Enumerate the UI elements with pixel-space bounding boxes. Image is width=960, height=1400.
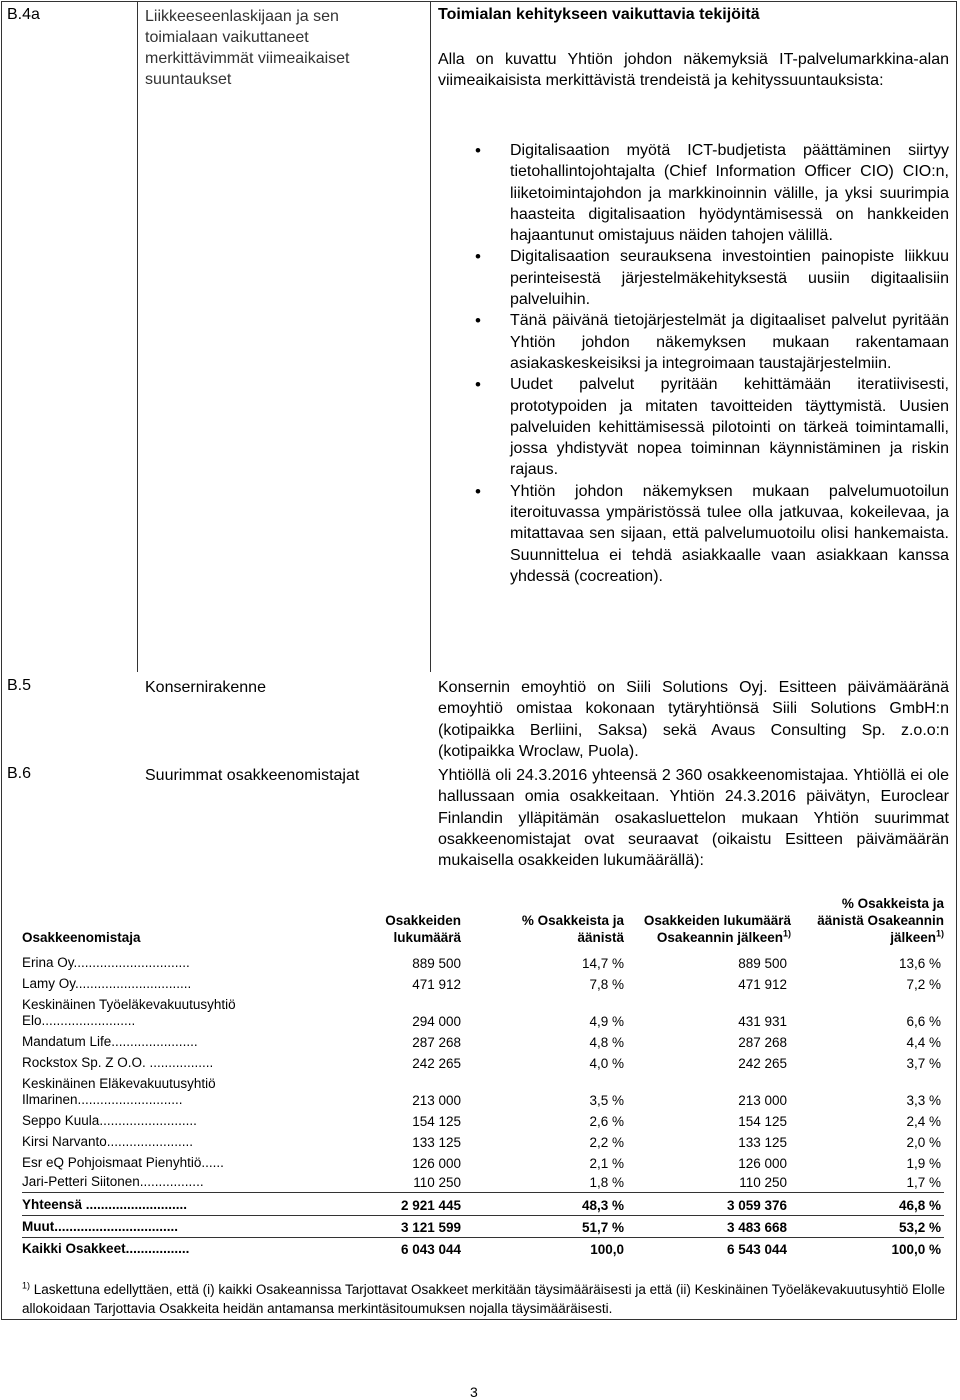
footnote	[22, 1280, 947, 1318]
table-header	[22, 894, 944, 952]
shares-after-value: 126 000	[738, 1156, 787, 1171]
table-row	[22, 1110, 944, 1131]
holder-name: Kaikki Osakkeet.................	[22, 1241, 190, 1256]
shares-after-value: 110 250	[739, 1175, 787, 1190]
pct-value: 51,7 %	[581, 1220, 624, 1235]
table-total-row	[22, 1237, 944, 1259]
shares-after-value: 471 912	[738, 977, 787, 992]
pct-after-value: 1,7 %	[906, 1175, 941, 1190]
pct-value: 2,6 %	[589, 1114, 624, 1129]
holder-name: Rockstox Sp. Z O.O. .................	[22, 1055, 214, 1070]
section-id-b5: B.5	[7, 677, 32, 694]
shares-after-value: 6 543 044	[726, 1242, 787, 1257]
holder-name: Erina Oy...............................	[22, 955, 190, 970]
col-header-pct-after-text: % Osakkeista ja äänistä Osakeannin jälkeen	[817, 896, 944, 945]
holder-name: Seppo Kuula..........................	[22, 1113, 197, 1128]
shares-value: 126 000	[412, 1156, 461, 1171]
shares-value: 294 000	[412, 1014, 461, 1029]
holder-name: Esr eQ Pohjoismaat Pienyhtiö......	[22, 1155, 224, 1170]
pct-after-value: 4,4 %	[906, 1035, 941, 1050]
shares-value: 154 125	[412, 1114, 461, 1129]
holder-name: Keskinäinen Eläkevakuutusyhtiö Ilmarinen............................	[22, 1076, 216, 1107]
pct-after-value: 3,3 %	[906, 1093, 941, 1108]
pct-after-value: 46,8 %	[898, 1198, 941, 1213]
table-row	[22, 1152, 944, 1173]
col-header-holder: Osakkeenomistaja	[22, 930, 141, 945]
col-header-shares-after-text: Osakkeiden lukumäärä Osakeannin jälkeen	[643, 913, 791, 945]
pct-after-value: 3,7 %	[906, 1056, 941, 1071]
col-header-shares-after	[641, 912, 791, 946]
footnote-text: Laskettuna edellyttäen, että (i) kaikki Osakeannissa Tarjottavat Osakkeet merkitään täysimääräisesti ja että (ii) Keskinäinen Työeläkevakuutusyhtiö Elolle allokoidaan Tarjottavia Osakkeita heidän antamansa merkintäsitoumuksen nojalla täysimääräisesti.	[22, 1282, 945, 1316]
holder-name: Lamy Oy...............................	[22, 976, 192, 991]
trend-bullet-list	[475, 140, 949, 587]
pct-after-value: 13,6 %	[898, 956, 941, 971]
table-row	[22, 1052, 944, 1073]
column-divider-1	[137, 1, 138, 672]
column-divider-2	[430, 1, 431, 672]
shares-after-value: 431 931	[738, 1014, 787, 1029]
table-row	[22, 973, 944, 994]
section-text-b6: Yhtiöllä oli 24.3.2016 yhteensä 2 360 osakkeenomistajaa. Yhtiöllä ei ole hallussaan omia osakkeitaan. Yhtiön 24.3.2016 päivätyn, Euroclear Finlandin ylläpitämän osakasluettelon mukaan Yhtiön suurimmat osakkeenomistajat ovat seuraavat (oikaistu Esitteen päivämäärän mukaisella osakkeiden lukumäärällä):	[438, 767, 949, 870]
section-id-b4a: B.4a	[7, 6, 40, 23]
trend-bullet-2: • Digitalisaation seurauksena investointien painopiste liikkuu perinteisestä järjestelmäkehityksestä uusiin digitaalisiin palveluihin.	[475, 246, 949, 310]
trend-bullet-5: • Yhtiön johdon näkemyksen mukaan palvelumuotoilun iteroituvassa ympäristössä tulee olla jatkuvaa, kokeilevaa, ja mitattavaa sen sijaan, että palvelumuotoilu olisi hankemaista. Suunnittelua ei tehdä asiakkaalle vaan asiakkaan kanssa yhdessä (cocreation).	[475, 481, 949, 587]
footnote-ref: 1)	[935, 928, 944, 939]
trend-bullet-3: • Tänä päivänä tietojärjestelmät ja digitaaliset palvelut pyritään Yhtiön johdon näkemyksen mukaan rakentamaan asiakaskeskeisiksi ja integroimaan taustajärjestelmiin.	[475, 310, 949, 374]
shares-value: 3 121 599	[400, 1220, 461, 1235]
shares-after-value: 133 125	[738, 1135, 787, 1150]
shares-value: 213 000	[412, 1093, 461, 1108]
shares-value: 471 912	[412, 977, 461, 992]
pct-after-value: 1,9 %	[906, 1156, 941, 1171]
pct-value: 100,0	[590, 1242, 624, 1257]
section-id-b6: B.6	[7, 765, 32, 782]
holder-name: Jari-Petteri Siitonen.................	[22, 1174, 204, 1189]
shares-value: 133 125	[412, 1135, 461, 1150]
holder-name: Yhteensä ...........................	[22, 1197, 188, 1212]
shares-value: 889 500	[412, 956, 461, 971]
section-title-b6: Suurimmat osakkeenomistajat	[145, 767, 360, 784]
holder-name: Keskinäinen Työeläkevakuutusyhtiö Elo.........................	[22, 997, 236, 1028]
trend-bullet-1: • Digitalisaation myötä ICT-budjetista päättäminen siirtyy tietohallintojohtajalta (Chief Information Officer CIO) CIO:n, liiketoimintajohdon ja markkinoinnin välille, ja yksi suurimpia haasteita digitalisaation hyödyntämisessä on hankkeiden hajaantunut omistajuus näiden tahojen välillä.	[475, 140, 949, 246]
col-header-pct: % Osakkeista ja äänistä	[521, 913, 624, 945]
table-total-row	[22, 1215, 944, 1237]
pct-value: 3,5 %	[589, 1093, 624, 1108]
section-title-b4a: Liikkeeseenlaskijaan ja sen toimialaan vaikuttaneet merkittävimmät viimeaikaiset suuntaukset	[145, 8, 350, 88]
pct-value: 1,8 %	[589, 1175, 624, 1190]
trend-bullet-4: • Uudet palvelut pyritään kehittämään iteratiivisesti, prototypoiden ja mitaten tavoitteiden täyttymistä. Uusien palveluiden kehittämisessä pilotointi on tärkeä toimintamalli, jossa yhdistyvät nopea toiminnan käynnistäminen ja riskin rajaus.	[475, 374, 949, 480]
pct-value: 4,0 %	[589, 1056, 624, 1071]
table-row	[22, 1073, 944, 1110]
pct-value: 2,1 %	[589, 1156, 624, 1171]
shares-after-value: 287 268	[738, 1035, 787, 1050]
pct-after-value: 2,4 %	[906, 1114, 941, 1129]
shares-after-value: 3 483 668	[726, 1220, 787, 1235]
pct-value: 48,3 %	[581, 1198, 624, 1213]
holder-name: Mandatum Life.......................	[22, 1034, 198, 1049]
section-text-b5: Konsernin emoyhtiö on Siili Solutions Oyj. Esitteen päivämääränä emoyhtiö omistaa kokonaan tytäryhtiönsä Siili Solutions GmbH:n (kotipaikka Berliini, Saksa) sekä Avaus Consulting Sp. z.o.o:n (kotipaikka Wroclaw, Puola).	[438, 679, 949, 760]
shares-after-value: 242 265	[738, 1056, 787, 1071]
footnote-ref: 1)	[782, 928, 791, 939]
pct-after-value: 2,0 %	[906, 1135, 941, 1150]
pct-value: 4,8 %	[589, 1035, 624, 1050]
table-row	[22, 1173, 944, 1192]
shares-after-value: 213 000	[738, 1093, 787, 1108]
table-row	[22, 952, 944, 973]
pct-after-value: 6,6 %	[906, 1014, 941, 1029]
holder-name: Kirsi Narvanto.......................	[22, 1134, 194, 1149]
col-header-pct-after	[809, 895, 944, 946]
pct-value: 4,9 %	[589, 1014, 624, 1029]
shares-value: 242 265	[412, 1056, 461, 1071]
table-row	[22, 994, 944, 1031]
page-number: 3	[470, 1384, 478, 1400]
pct-after-value: 7,2 %	[906, 977, 941, 992]
section-intro-b4a: Alla on kuvattu Yhtiön johdon näkemyksiä IT-palvelumarkkina-alan viimeaikaisista merkittävistä trendeistä ja kehityssuuntauksista:	[438, 51, 949, 90]
shareholder-table	[22, 894, 944, 1259]
shares-value: 110 250	[413, 1175, 461, 1190]
table-row	[22, 1131, 944, 1152]
shares-after-value: 3 059 376	[726, 1198, 787, 1213]
pct-after-value: 100,0 %	[891, 1242, 941, 1257]
section-heading-b4a: Toimialan kehitykseen vaikuttavia tekijöitä	[438, 6, 760, 23]
col-header-shares: Osakkeiden lukumäärä	[385, 913, 461, 945]
table-row	[22, 1031, 944, 1052]
pct-value: 14,7 %	[581, 956, 624, 971]
pct-value: 7,8 %	[589, 977, 624, 992]
pct-value: 2,2 %	[589, 1135, 624, 1150]
footnote-mark: 1)	[22, 1280, 31, 1291]
shares-value: 287 268	[412, 1035, 461, 1050]
pct-after-value: 53,2 %	[898, 1220, 941, 1235]
shares-after-value: 154 125	[738, 1114, 787, 1129]
shares-after-value: 889 500	[738, 956, 787, 971]
shares-value: 2 921 445	[400, 1198, 461, 1213]
section-title-b5: Konsernirakenne	[145, 679, 266, 696]
holder-name: Muut.................................	[22, 1219, 179, 1234]
shares-value: 6 043 044	[400, 1242, 461, 1257]
table-total-row	[22, 1192, 944, 1215]
